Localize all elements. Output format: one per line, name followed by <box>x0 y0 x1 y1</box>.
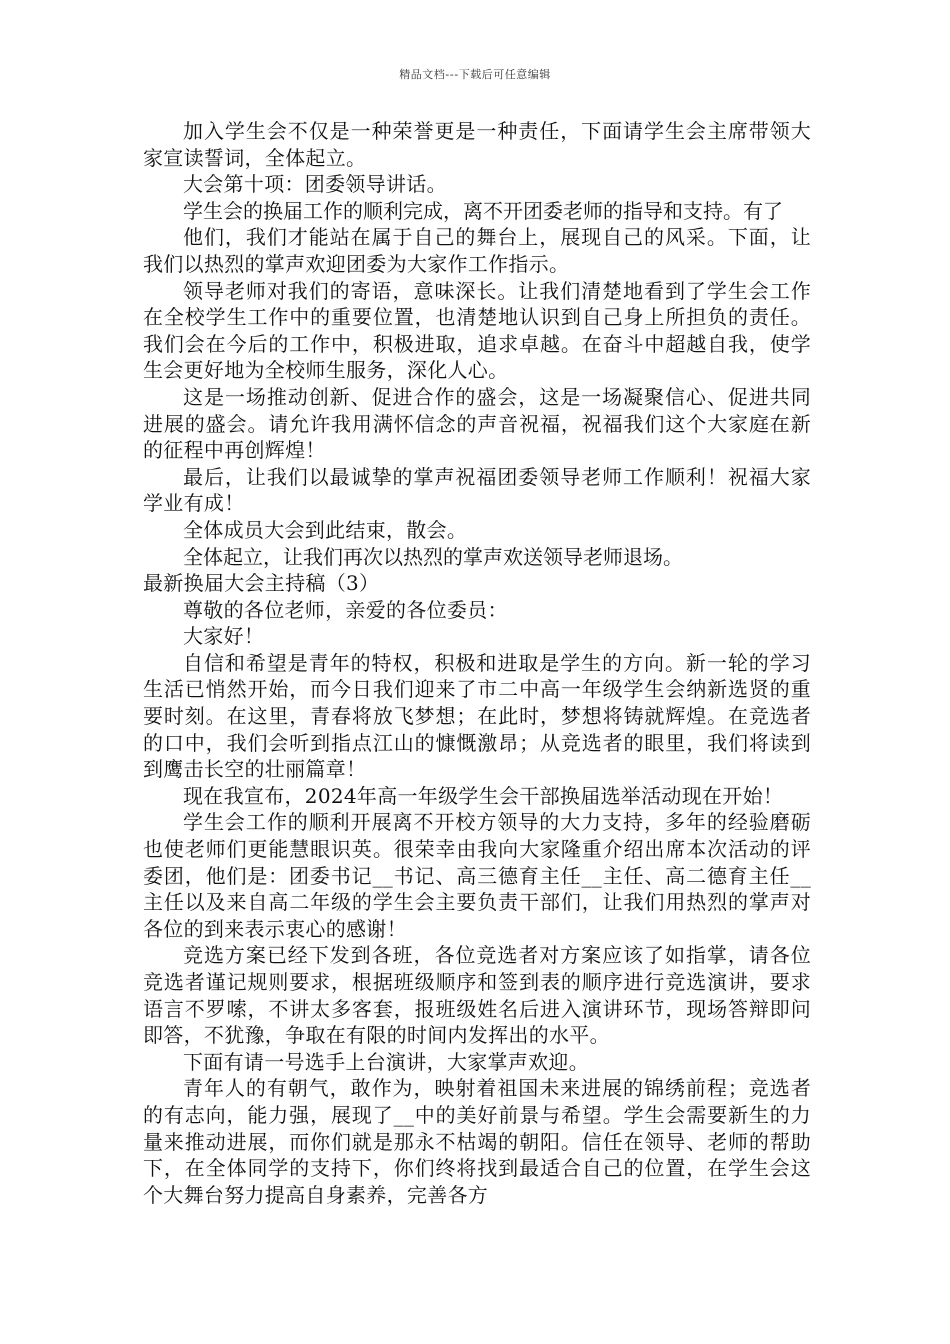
paragraph: 大会第十项：团委领导讲话。 <box>183 172 447 197</box>
paragraph: 青年人的有朝气，敢作为，映射着祖国未来进展的锦绣前程；竞选者的有志向，能力强，展现了__中的美好前景与希望。学生会需要新生的力量来推动进展，而你们就是那永不枯竭的朝阳。信任在领导、老师的帮助下，在全体同学的支持下，你们终将找到最适合自己的位置，在学生会这个大舞台努力提高自身素养，完善各方 <box>143 1076 811 1207</box>
paragraph: 领导老师对我们的寄语，意味深长。让我们清楚地看到了学生会工作在全校学生工作中的重要位置，也清楚地认识到自己身上所担负的责任。我们会在今后的工作中，积极进取，追求卓越。在奋斗中超越自我，使学生会更好地为全校师生服务，深化人心。 <box>143 278 811 383</box>
salutation: 尊敬的各位老师，亲爱的各位委员： <box>183 597 508 622</box>
paragraph: 加入学生会不仅是一种荣誉更是一种责任，下面请学生会主席带领大家宣读誓词，全体起立。 <box>143 119 811 170</box>
greeting: 大家好！ <box>183 624 265 649</box>
section-title: 最新换届大会主持稿（3） <box>143 571 380 596</box>
paragraph: 现在我宣布，2024年高一年级学生会干部换届选举活动现在开始！ <box>183 783 784 808</box>
paragraph: 这是一场推动创新、促进合作的盛会，这是一场凝聚信心、促进共同进展的盛会。请允许我用满怀信念的声音祝福，祝福我们这个大家庭在新的征程中再创辉煌！ <box>143 384 811 463</box>
document-body <box>143 118 811 1208</box>
paragraph: 学生会工作的顺利开展离不开校方领导的大力支持，多年的经验磨砺也使老师们更能慧眼识英。很荣幸由我向大家隆重介绍出席本次活动的评委团，他们是：团委书记__书记、高三德育主任__主任、高二德育主任__主任以及来自高二年级的学生会主要负责干部们，让我们用热烈的掌声对各位的到来表示衷心的感谢！ <box>143 810 811 941</box>
paragraph: 竞选方案已经下发到各班，各位竞选者对方案应该了如指掌，请各位竞选者谨记规则要求，根据班级顺序和签到表的顺序进行竞选演讲，要求语言不罗嗦，不讲太多客套，报班级姓名后进入演讲环节，现场答辩即问即答，不犹豫，争取在有限的时间内发挥出的水平。 <box>143 943 811 1048</box>
paragraph: 最后，让我们以最诚挚的掌声祝福团委领导老师工作顺利！祝福大家学业有成！ <box>143 464 811 516</box>
paragraph: 全体成员大会到此结束，散会。 <box>183 517 468 542</box>
page-header: 精品文档---下载后可任意编辑 <box>399 68 551 81</box>
paragraph: 全体起立，让我们再次以热烈的掌声欢送领导老师退场。 <box>183 544 683 569</box>
paragraph: 自信和希望是青年的特权，积极和进取是学生的方向。新一轮的学习生活已悄然开始，而今日我们迎来了市二中高一年级学生会纳新选贤的重要时刻。在这里，青春将放飞梦想；在此时，梦想将铸就辉煌。在竞选者的口中，我们会听到指点江山的慷慨激昂；从竞选者的眼里，我们将读到到鹰击长空的壮丽篇章！ <box>143 650 811 782</box>
paragraph: 学生会的换届工作的顺利完成，离不开团委老师的指导和支持。有了 <box>183 198 783 223</box>
paragraph: 他们，我们才能站在属于自己的舞台上，展现自己的风采。下面，让我们以热烈的掌声欢迎团委为大家作工作指示。 <box>143 225 811 276</box>
paragraph: 下面有请一号选手上台演讲，大家掌声欢迎。 <box>183 1049 589 1074</box>
